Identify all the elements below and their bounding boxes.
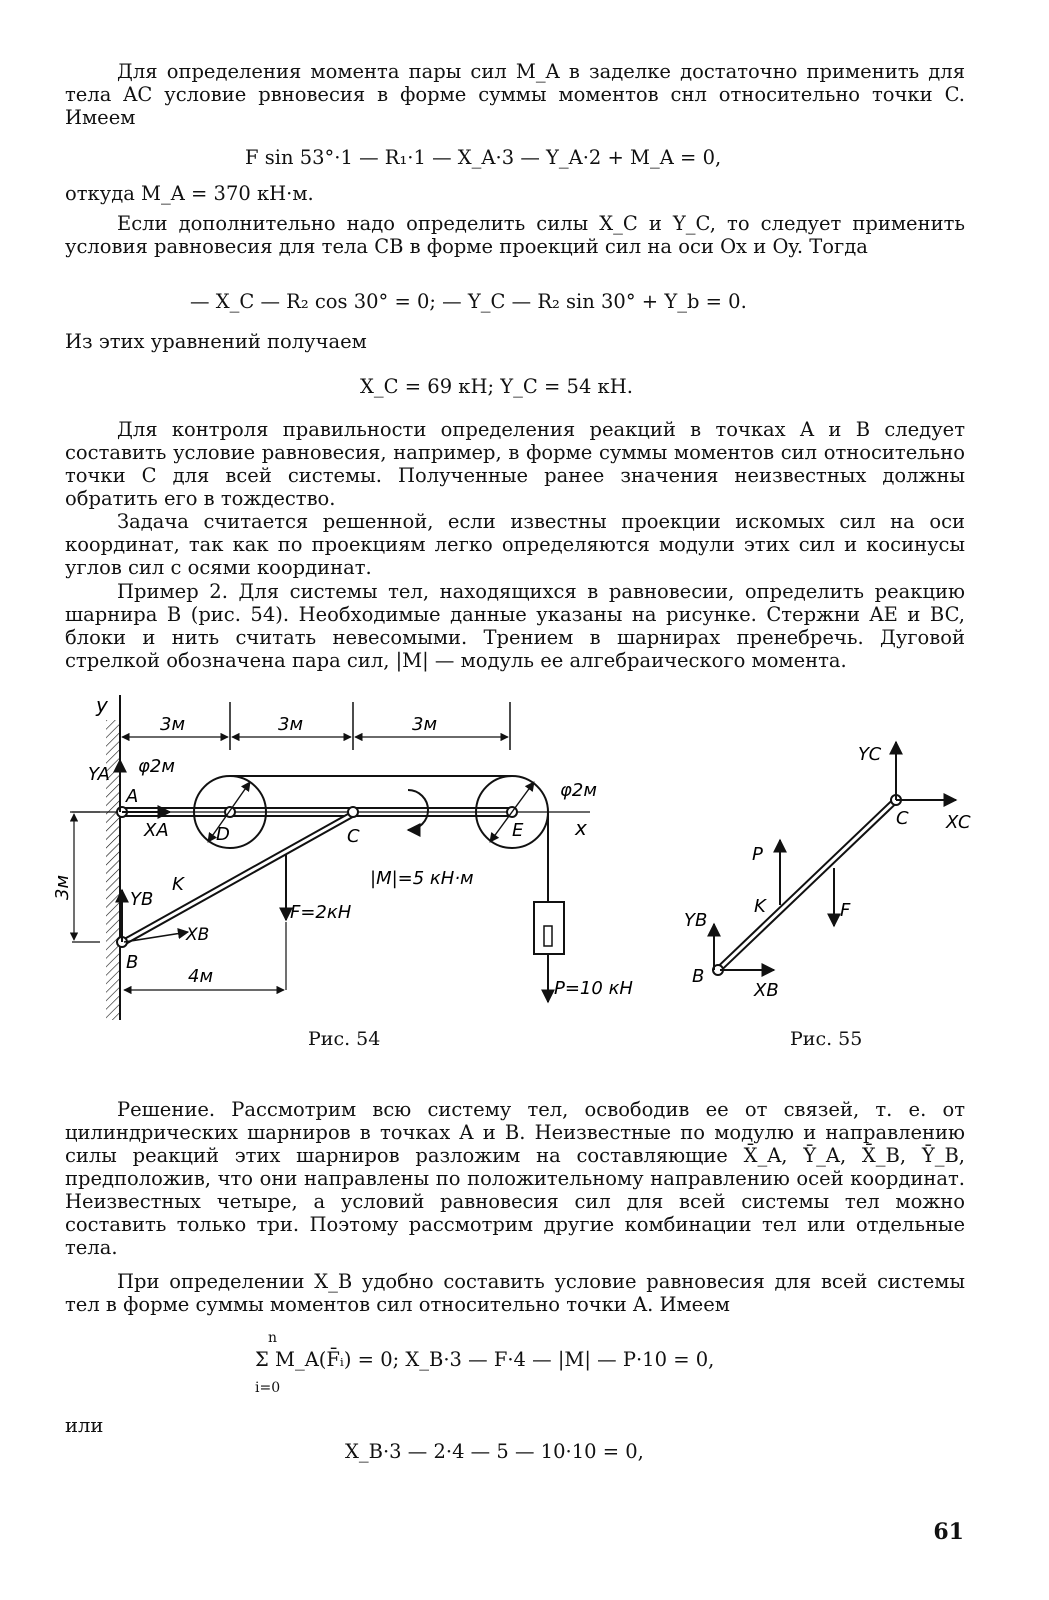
diameter-label-2: φ2м [560, 780, 597, 801]
label-b: B [126, 952, 139, 973]
equation-5: X_B·3 — 2·4 — 5 — 10·10 = 0, [345, 1440, 644, 1463]
label-xb55: XB [754, 980, 779, 1001]
label-xa: XA [144, 820, 169, 841]
x-axis-label: x [575, 816, 587, 840]
figure-54 [52, 690, 640, 1030]
equation-3: X_C = 69 кН; Y_C = 54 кН. [360, 375, 633, 398]
label-c55: C [896, 808, 909, 829]
paragraph-3: Если дополнительно надо определить силы X_C и Y_C, то следует применить условия равновесия для тела CB в форме проекций сил на оси Ox и Oy. Тогда [65, 212, 965, 258]
label-b55: B [692, 966, 705, 987]
label-yb55: YB [684, 910, 708, 931]
label-moment: |M|=5 кН·м [370, 868, 474, 889]
label-xc: XC [946, 812, 971, 833]
dim-3m-1: 3м [160, 714, 186, 735]
moment-arrow [408, 790, 428, 830]
paragraph-8: Решение. Рассмотрим всю систему тел, освободив ее от связей, т. е. от цилиндрических шарниров в точках A и B. Неизвестные по модулю и направлению силы реакций этих шарниров разложим на составляющие X̄_A, Ȳ_A, X̄_B, Ȳ_B, предположив, что они направлены по положительному направлению осей координат. Неизвестных четыре, а условий равновесия сил для всей системы тел можно составить только три. Поэтому рассмотрим другие комбинации тел или отдельные тела. [65, 1098, 965, 1259]
paragraph-1: Для определения момента пары сил M_A в заделке достаточно применить для тела AC условие рвновесия в форме суммы моментов снл относительно точки C. Имеем [65, 60, 965, 129]
equation-4: Σ M_A(F̄ᵢ) = 0; X_B·3 — F·4 — |M| — P·10 = 0, [255, 1348, 715, 1371]
label-f: F=2кН [290, 902, 352, 923]
paragraph-4: Из этих уравнений получаем [65, 330, 367, 353]
paragraph-5: Для контроля правильности определения реакций в точках A и B следует составить условие равновесия, например, в форме суммы моментов сил относительно точки C для всей системы. Полученные ранее значения неизвестных должны обратить его в тождество. [65, 418, 965, 510]
label-d: D [216, 824, 230, 845]
figure-55 [670, 730, 1000, 1010]
dim-3m-3: 3м [412, 714, 438, 735]
dim-4m: 4м [188, 966, 214, 987]
caption-fig-55: Рис. 55 [790, 1028, 863, 1050]
equation-2: — X_C — R₂ cos 30° = 0; — Y_C — R₂ sin 30° + Y_b = 0. [190, 290, 747, 313]
label-ya: YA [88, 764, 110, 785]
label-p: P=10 кН [554, 978, 633, 999]
label-a: A [126, 786, 139, 807]
label-e: E [512, 820, 524, 841]
paragraph-7: Пример 2. Для системы тел, находящихся в равновесии, определить реакцию шарнира B (рис. 54). Необходимые данные указаны на рисунке. Стержни AE и BC, блоки и нить считать невесомыми. Трением в шарнирах пренебречь. Дуговой стрелкой обозначена пара сил, |M| — модуль ее алгебраического момента. [65, 580, 965, 672]
page-number: 61 [933, 1519, 964, 1545]
dim-vertical-3m: 3м [52, 874, 73, 900]
paragraph-10: или [65, 1414, 104, 1437]
diameter-label-1: φ2м [138, 756, 175, 777]
equation-1: F sin 53°·1 — R₁·1 — X_A·3 — Y_A·2 + M_A = 0, [245, 146, 722, 169]
y-axis-label: y [96, 693, 108, 717]
label-k: K [172, 874, 184, 895]
paragraph-2: откуда M_A = 370 кН·м. [65, 182, 314, 205]
label-f55: F [840, 900, 851, 921]
label-yc: YC [858, 744, 882, 765]
equation-4-sup: n [268, 1330, 278, 1346]
caption-fig-54: Рис. 54 [308, 1028, 381, 1050]
label-xb: XB [186, 925, 210, 945]
label-c: C [347, 826, 360, 847]
dim-3m-2: 3м [278, 714, 304, 735]
equation-4-sub: i=0 [255, 1380, 281, 1396]
label-k55: K [754, 896, 766, 917]
label-p55: P [752, 844, 763, 865]
label-yb: YB [130, 889, 154, 910]
paragraph-9: При определении X_B удобно составить условие равновесия для всей системы тел в форме суммы моментов сил относительно точки A. Имеем [65, 1270, 965, 1316]
paragraph-6: Задача считается решенной, если известны проекции искомых сил на оси координат, так как по проекциям легко определяются модули этих сил и косинусы углов сил с осями координат. [65, 510, 965, 579]
